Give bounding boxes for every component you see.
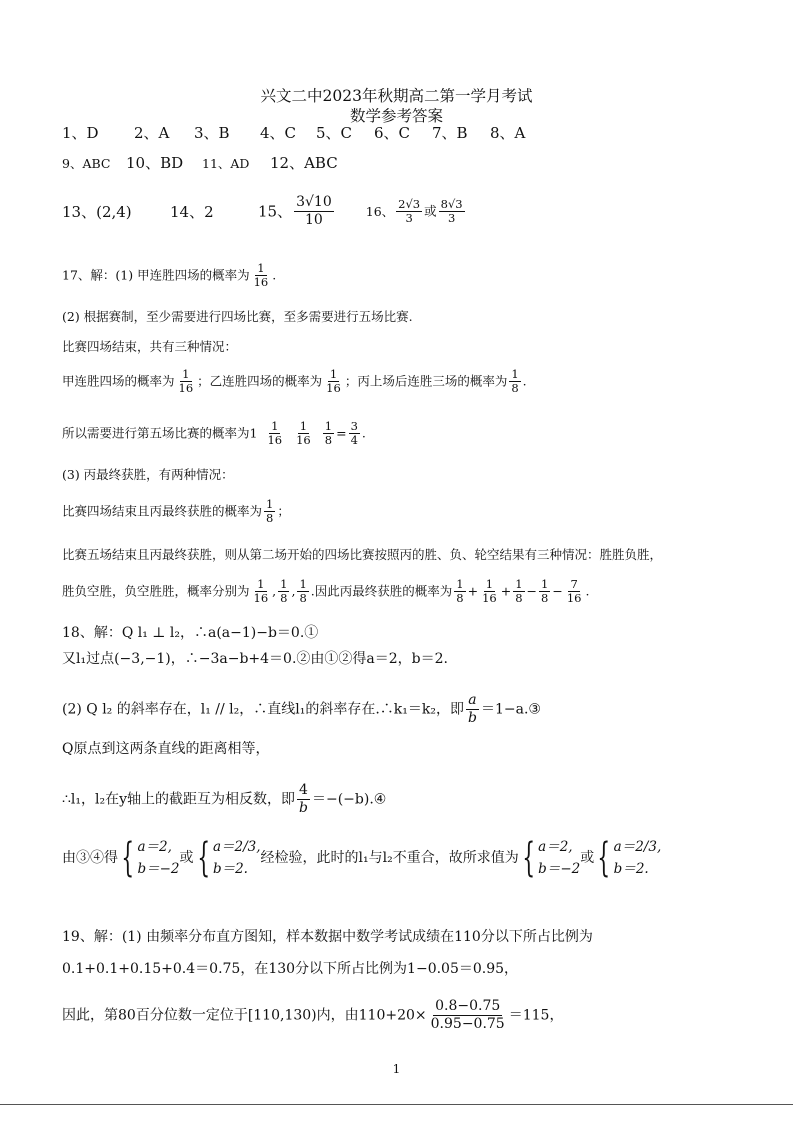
q17-l4-b: ；乙连胜四场的概率为 bbox=[197, 373, 323, 389]
q17-l9-s4-num: 1 bbox=[541, 577, 549, 591]
q17-l5-f1-den: 16 bbox=[267, 433, 283, 447]
q17-l9-f2-den: 8 bbox=[280, 591, 288, 605]
q17-line-9: 胜负空胜，负空胜胜，概率分别为 $\frac{1}{16}$ , $\frac{1}{8}$ , $\frac{1}{8}$ .因此丙最终获胜的概率为 $\frac{1}{8}$ + $\frac{1}{16}$ + $\frac{1}{8}$ − $\frac{1}{8}$ − $\frac{7}{16}$ . bbox=[62, 577, 590, 605]
q18-l3-frac bbox=[466, 692, 479, 727]
q17-l9-frac-1 bbox=[252, 578, 271, 605]
q19-line-3 bbox=[62, 998, 563, 1033]
q17-l7-den: 8 bbox=[266, 511, 274, 525]
q17-l9-s1-num: 1 bbox=[456, 577, 464, 591]
q18-l3-b: ＝1−a.③ bbox=[480, 701, 541, 718]
answer-16-fraction-b bbox=[439, 198, 465, 225]
q17-l5-eq: = bbox=[336, 425, 347, 441]
answer-15-fraction bbox=[294, 194, 334, 229]
q17-l5-frac-3 bbox=[323, 420, 334, 447]
q17-l9-f1-num: 1 bbox=[257, 577, 265, 591]
q18-c4-r2: b＝2. bbox=[613, 861, 649, 877]
answer-14: 14、2 bbox=[170, 202, 214, 221]
q17-l9-s3-num: 1 bbox=[515, 577, 523, 591]
q18-c3-r1: a＝2, bbox=[538, 839, 573, 855]
answer-15-num: 3√10 bbox=[296, 194, 332, 210]
answer-16-label: 16、 bbox=[365, 203, 395, 219]
answer-16-b-num: 8√3 bbox=[440, 197, 463, 211]
q17-l9-f2-num: 1 bbox=[280, 577, 288, 591]
q17-l5-end: . bbox=[361, 425, 366, 441]
q17-line-6: (3) 丙最终获胜，有两种情况： bbox=[62, 467, 234, 482]
page-number: 1 bbox=[392, 1062, 401, 1076]
q17-l9-sum-1 bbox=[454, 578, 465, 605]
answer-6: 6、C bbox=[374, 124, 411, 142]
exam-title: 兴文二中2023年秋期高二第一学月考试 bbox=[260, 87, 533, 105]
q19-line-2: 0.1+0.1+0.15+0.4＝0.75，在130分以下所占比例为1−0.05＝0.95， bbox=[62, 961, 519, 977]
q17-l9-f1-den: 16 bbox=[253, 591, 269, 605]
q17-l9-s1-den: 8 bbox=[456, 591, 464, 605]
q18-line-2: 又l₁过点(−3,−1)，∴−3a−b+4＝0.②由①②得a＝2，b＝2. bbox=[62, 651, 448, 667]
q17-l4-frac-a bbox=[177, 368, 196, 395]
q17-l9-result bbox=[565, 578, 584, 605]
q17-l5-f1-num: 1 bbox=[271, 419, 279, 433]
q18-c4-r1: a＝2/3, bbox=[613, 839, 662, 855]
q18-l5-frac bbox=[297, 782, 310, 817]
answer-5: 5、C bbox=[316, 124, 353, 142]
q17-l9-b: .因此丙最终获胜的概率为 bbox=[310, 583, 453, 599]
q17-l4-frac-b-den: 16 bbox=[326, 381, 341, 395]
q18-l6-or1: 或 bbox=[179, 850, 194, 866]
q18-l6-a: 由③④得 bbox=[62, 850, 118, 866]
brace-icon: { bbox=[597, 835, 611, 881]
q17-l7-frac bbox=[264, 498, 275, 525]
q18-line-1: 18、解：Q l₁ ⊥ l₂，∴a(a−1)−b＝0.① bbox=[62, 625, 319, 641]
answer-16-a-den: 3 bbox=[405, 211, 413, 225]
q17-l4-frac-c bbox=[509, 368, 520, 395]
answer-1: 1、D bbox=[62, 124, 99, 142]
q19-l3-num: 0.8−0.75 bbox=[435, 998, 501, 1014]
q18-l6-b: 经检验，此时的l₁与l₂不重合，故所求值为 bbox=[260, 850, 519, 866]
q17-l5-f2-num: 1 bbox=[299, 419, 308, 433]
q17-l4-frac-c-num: 1 bbox=[511, 367, 519, 381]
brace-icon: { bbox=[522, 835, 535, 881]
q19-line-1: 19、解：(1) 由频率分布直方图知，样本数据中数学考试成绩在110分以下所占比例为 bbox=[62, 929, 593, 945]
q18-cases-1 bbox=[118, 836, 180, 880]
q17-l4-frac-a-den: 16 bbox=[178, 381, 194, 395]
answer-16-fraction-a bbox=[396, 198, 422, 225]
bottom-divider bbox=[0, 1104, 793, 1105]
q17-l9-sum-2 bbox=[480, 578, 499, 605]
q18-l5-b: ＝−(−b).④ bbox=[311, 791, 387, 808]
q18-c2-r2: b＝2. bbox=[212, 861, 248, 877]
answer-16-a-num: 2√3 bbox=[398, 197, 421, 211]
q17-l9-frac-2 bbox=[278, 578, 289, 605]
q17-text-1: 17、解：(1) 甲连胜四场的概率为 bbox=[62, 267, 250, 283]
q17-l9-s3-den: 8 bbox=[515, 591, 523, 605]
q17-line-7 bbox=[62, 498, 290, 525]
q18-cases-2 bbox=[194, 836, 261, 880]
q18-l5-num: 4 bbox=[299, 782, 308, 798]
answer-12: 12、ABC bbox=[270, 154, 338, 172]
q17-l9-s2-num: 1 bbox=[485, 577, 494, 591]
q17-line-2: (2) 根据赛制，至少需要进行四场比赛，至多需要进行五场比赛. bbox=[62, 309, 413, 324]
answers-row-1 bbox=[62, 124, 525, 142]
q17-l5-frac-2 bbox=[294, 420, 313, 447]
answer-13: 13、(2,4) bbox=[62, 202, 132, 221]
q17-line-1 bbox=[62, 262, 276, 289]
q18-c2-r1: a＝2/3, bbox=[212, 839, 261, 855]
q17-l4-frac-a-num: 1 bbox=[182, 367, 190, 381]
answer-3: 3、B bbox=[194, 124, 230, 142]
q17-l4-frac-b-num: 1 bbox=[329, 367, 338, 381]
exam-subtitle: 数学参考答案 bbox=[349, 107, 443, 125]
q17-l9-sum-3 bbox=[513, 578, 524, 605]
q18-cases-4 bbox=[594, 836, 661, 880]
answer-9: 9、ABC bbox=[62, 156, 111, 171]
q17-l9-a: 胜负空胜，负空胜胜，概率分别为 bbox=[62, 583, 250, 599]
q18-c3-r2: b＝−2 bbox=[538, 861, 581, 877]
q17-l4-frac-b bbox=[324, 368, 343, 395]
q17-l4-c: ；丙上场后连胜三场的概率为 bbox=[344, 373, 508, 389]
q17-l4-end: . bbox=[522, 373, 527, 389]
q17-l9-s2-den: 16 bbox=[482, 591, 497, 605]
q18-l6-or2: 或 bbox=[580, 850, 595, 866]
q19-l3-a: 因此，第80百分位数一定位于[110,130)内，由110+20× bbox=[62, 1007, 427, 1024]
q17-l9-r-den: 16 bbox=[566, 591, 582, 605]
q18-l3-a: (2) Q l₂ 的斜率存在，l₁ // l₂，∴直线l₁的斜率存在.∴k₁＝k₂，即 bbox=[62, 701, 464, 718]
answer-7: 7、B bbox=[432, 124, 468, 142]
q18-line-5 bbox=[62, 782, 386, 817]
q17-l9-f3-den: 8 bbox=[299, 591, 307, 605]
answer-16-b-den: 3 bbox=[447, 211, 456, 225]
answers-row-3 bbox=[62, 194, 467, 229]
q17-l4-frac-c-den: 8 bbox=[511, 381, 519, 395]
q17-l5-frac-1 bbox=[265, 420, 284, 447]
q18-cases-3 bbox=[519, 836, 581, 880]
q17-l9-r-num: 7 bbox=[570, 577, 578, 591]
q17-l5-a: 所以需要进行第五场比赛的概率为1 bbox=[62, 425, 258, 441]
answer-10: 10、BD bbox=[126, 154, 184, 172]
q17-end-1: . bbox=[272, 267, 277, 283]
q17-l9-s4-den: 8 bbox=[541, 591, 549, 605]
answer-11: 11、AD bbox=[202, 156, 250, 171]
brace-icon: { bbox=[121, 835, 135, 881]
q17-l5-f2-den: 16 bbox=[296, 433, 311, 447]
answer-15-den: 10 bbox=[305, 212, 323, 228]
q17-l5-frac-r bbox=[349, 420, 360, 447]
q18-line-4: Q原点到这两条直线的距离相等， bbox=[62, 741, 270, 757]
q19-l3-den: 0.95−0.75 bbox=[430, 1016, 505, 1032]
q18-l5-den: b bbox=[299, 800, 308, 816]
q17-l5-r-den: 4 bbox=[350, 433, 358, 447]
q19-l3-b: ＝115， bbox=[508, 1007, 564, 1024]
q17-frac-1 bbox=[252, 262, 271, 289]
q17-l9-f3-num: 1 bbox=[299, 577, 307, 591]
q17-l9-sum-4 bbox=[539, 578, 550, 605]
q17-l7-end: ； bbox=[277, 503, 290, 519]
q17-l9-end: . bbox=[585, 583, 590, 599]
answers-row-2 bbox=[62, 154, 338, 173]
q17-l4-a: 甲连胜四场的概率为 bbox=[62, 373, 175, 389]
q17-l5-r-num: 3 bbox=[350, 419, 358, 433]
q18-line-3 bbox=[62, 692, 541, 727]
q18-l3-num: a bbox=[468, 692, 477, 708]
q17-l7-num: 1 bbox=[266, 497, 274, 511]
q17-line-5 bbox=[62, 420, 366, 447]
q17-line-4 bbox=[62, 368, 527, 395]
q17-frac-1-den: 16 bbox=[253, 275, 269, 289]
q17-l9-frac-3 bbox=[297, 578, 308, 605]
q17-line-3: 比赛四场结束，共有三种情况： bbox=[62, 339, 238, 354]
answer-4: 4、C bbox=[260, 124, 297, 142]
answer-16-or: 或 bbox=[424, 203, 437, 219]
q17-l5-f3-num: 1 bbox=[324, 419, 333, 433]
q18-l3-den: b bbox=[468, 710, 477, 726]
q17-l5-f3-den: 8 bbox=[324, 433, 333, 447]
q18-c1-r2: b＝−2 bbox=[137, 861, 180, 877]
q17-l7-text: 比赛四场结束且丙最终获胜的概率为 bbox=[62, 503, 263, 519]
q18-c1-r1: a＝2, bbox=[137, 839, 172, 855]
answer-8: 8、A bbox=[490, 124, 526, 142]
q18-l5-a: ∴l₁，l₂在y轴上的截距互为相反数，即 bbox=[62, 791, 295, 808]
answer-2: 2、A bbox=[134, 124, 170, 142]
q17-frac-1-num: 1 bbox=[257, 261, 265, 275]
q19-l3-frac bbox=[429, 998, 507, 1033]
brace-icon: { bbox=[196, 835, 210, 881]
q18-line-6 bbox=[62, 836, 661, 880]
q17-line-8: 比赛五场结束且丙最终获胜，则从第二场开始的四场比赛按照丙的胜、负、轮空结果有三种情况：胜胜负胜， bbox=[62, 547, 663, 562]
answer-15-label: 15、 bbox=[258, 202, 293, 221]
